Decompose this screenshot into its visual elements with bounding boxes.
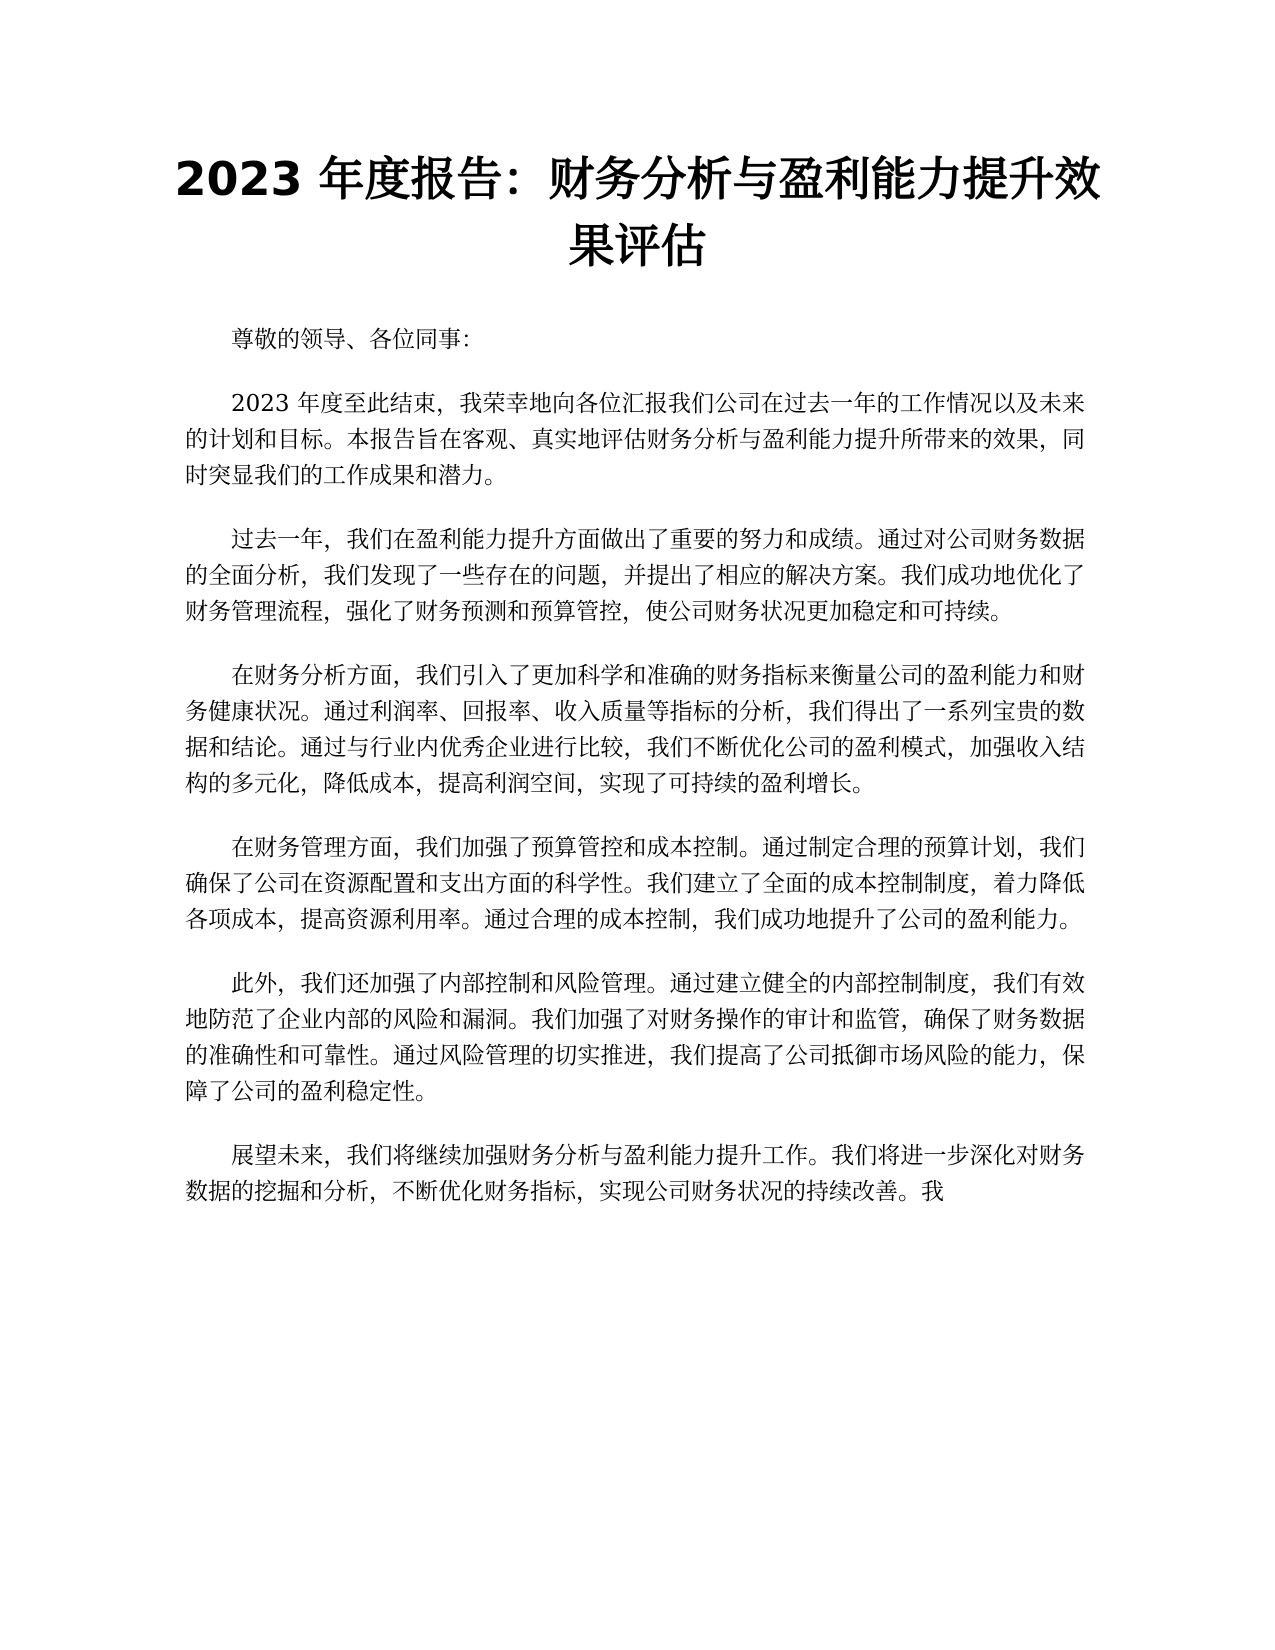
salutation: 尊敬的领导、各位同事： xyxy=(231,327,484,353)
paragraph-intro: 2023 年度至此结束，我荣幸地向各位汇报我们公司在过去一年的工作情况以及未来的计划和目标。本报告旨在客观、真实地评估财务分析与盈利能力提升所带来的效果，同时突显我们的工作成果和潜力。 xyxy=(185,391,1085,489)
paragraph-risk-management: 此外，我们还加强了内部控制和风险管理。通过建立健全的内部控制制度，我们有效地防范了企业内部的风险和漏洞。我们加强了对财务操作的审计和监管，确保了财务数据的准确性和可靠性。通过风险管理的切实推进，我们提高了公司抵御市场风险的能力，保障了公司的盈利稳定性。 xyxy=(185,971,1085,1105)
paragraph-financial-management: 在财务管理方面，我们加强了预算管控和成本控制。通过制定合理的预算计划，我们确保了公司在资源配置和支出方面的科学性。我们建立了全面的成本控制制度，着力降低各项成本，提高资源利用率。通过合理的成本控制，我们成功地提升了公司的盈利能力。 xyxy=(185,835,1085,933)
paragraph-financial-analysis: 在财务分析方面，我们引入了更加科学和准确的财务指标来衡量公司的盈利能力和财务健康状况。通过利润率、回报率、收入质量等指标的分析，我们得出了一系列宝贵的数据和结论。通过与行业内优秀企业进行比较，我们不断优化公司的盈利模式，加强收入结构的多元化，降低成本，提高利润空间，实现了可持续的盈利增长。 xyxy=(185,663,1085,797)
document-body xyxy=(185,322,1085,1238)
document-title: 2023 年度报告：财务分析与盈利能力提升效果评估 xyxy=(174,152,1101,273)
paragraph-profitability: 过去一年，我们在盈利能力提升方面做出了重要的努力和成绩。通过对公司财务数据的全面分析，我们发现了一些存在的问题，并提出了相应的解决方案。我们成功地优化了财务管理流程，强化了财务预测和预算管控，使公司财务状况更加稳定和可持续。 xyxy=(185,527,1085,625)
paragraph-outlook: 展望未来，我们将继续加强财务分析与盈利能力提升工作。我们将进一步深化对财务数据的挖掘和分析，不断优化财务指标，实现公司财务状况的持续改善。我 xyxy=(185,1143,1085,1205)
